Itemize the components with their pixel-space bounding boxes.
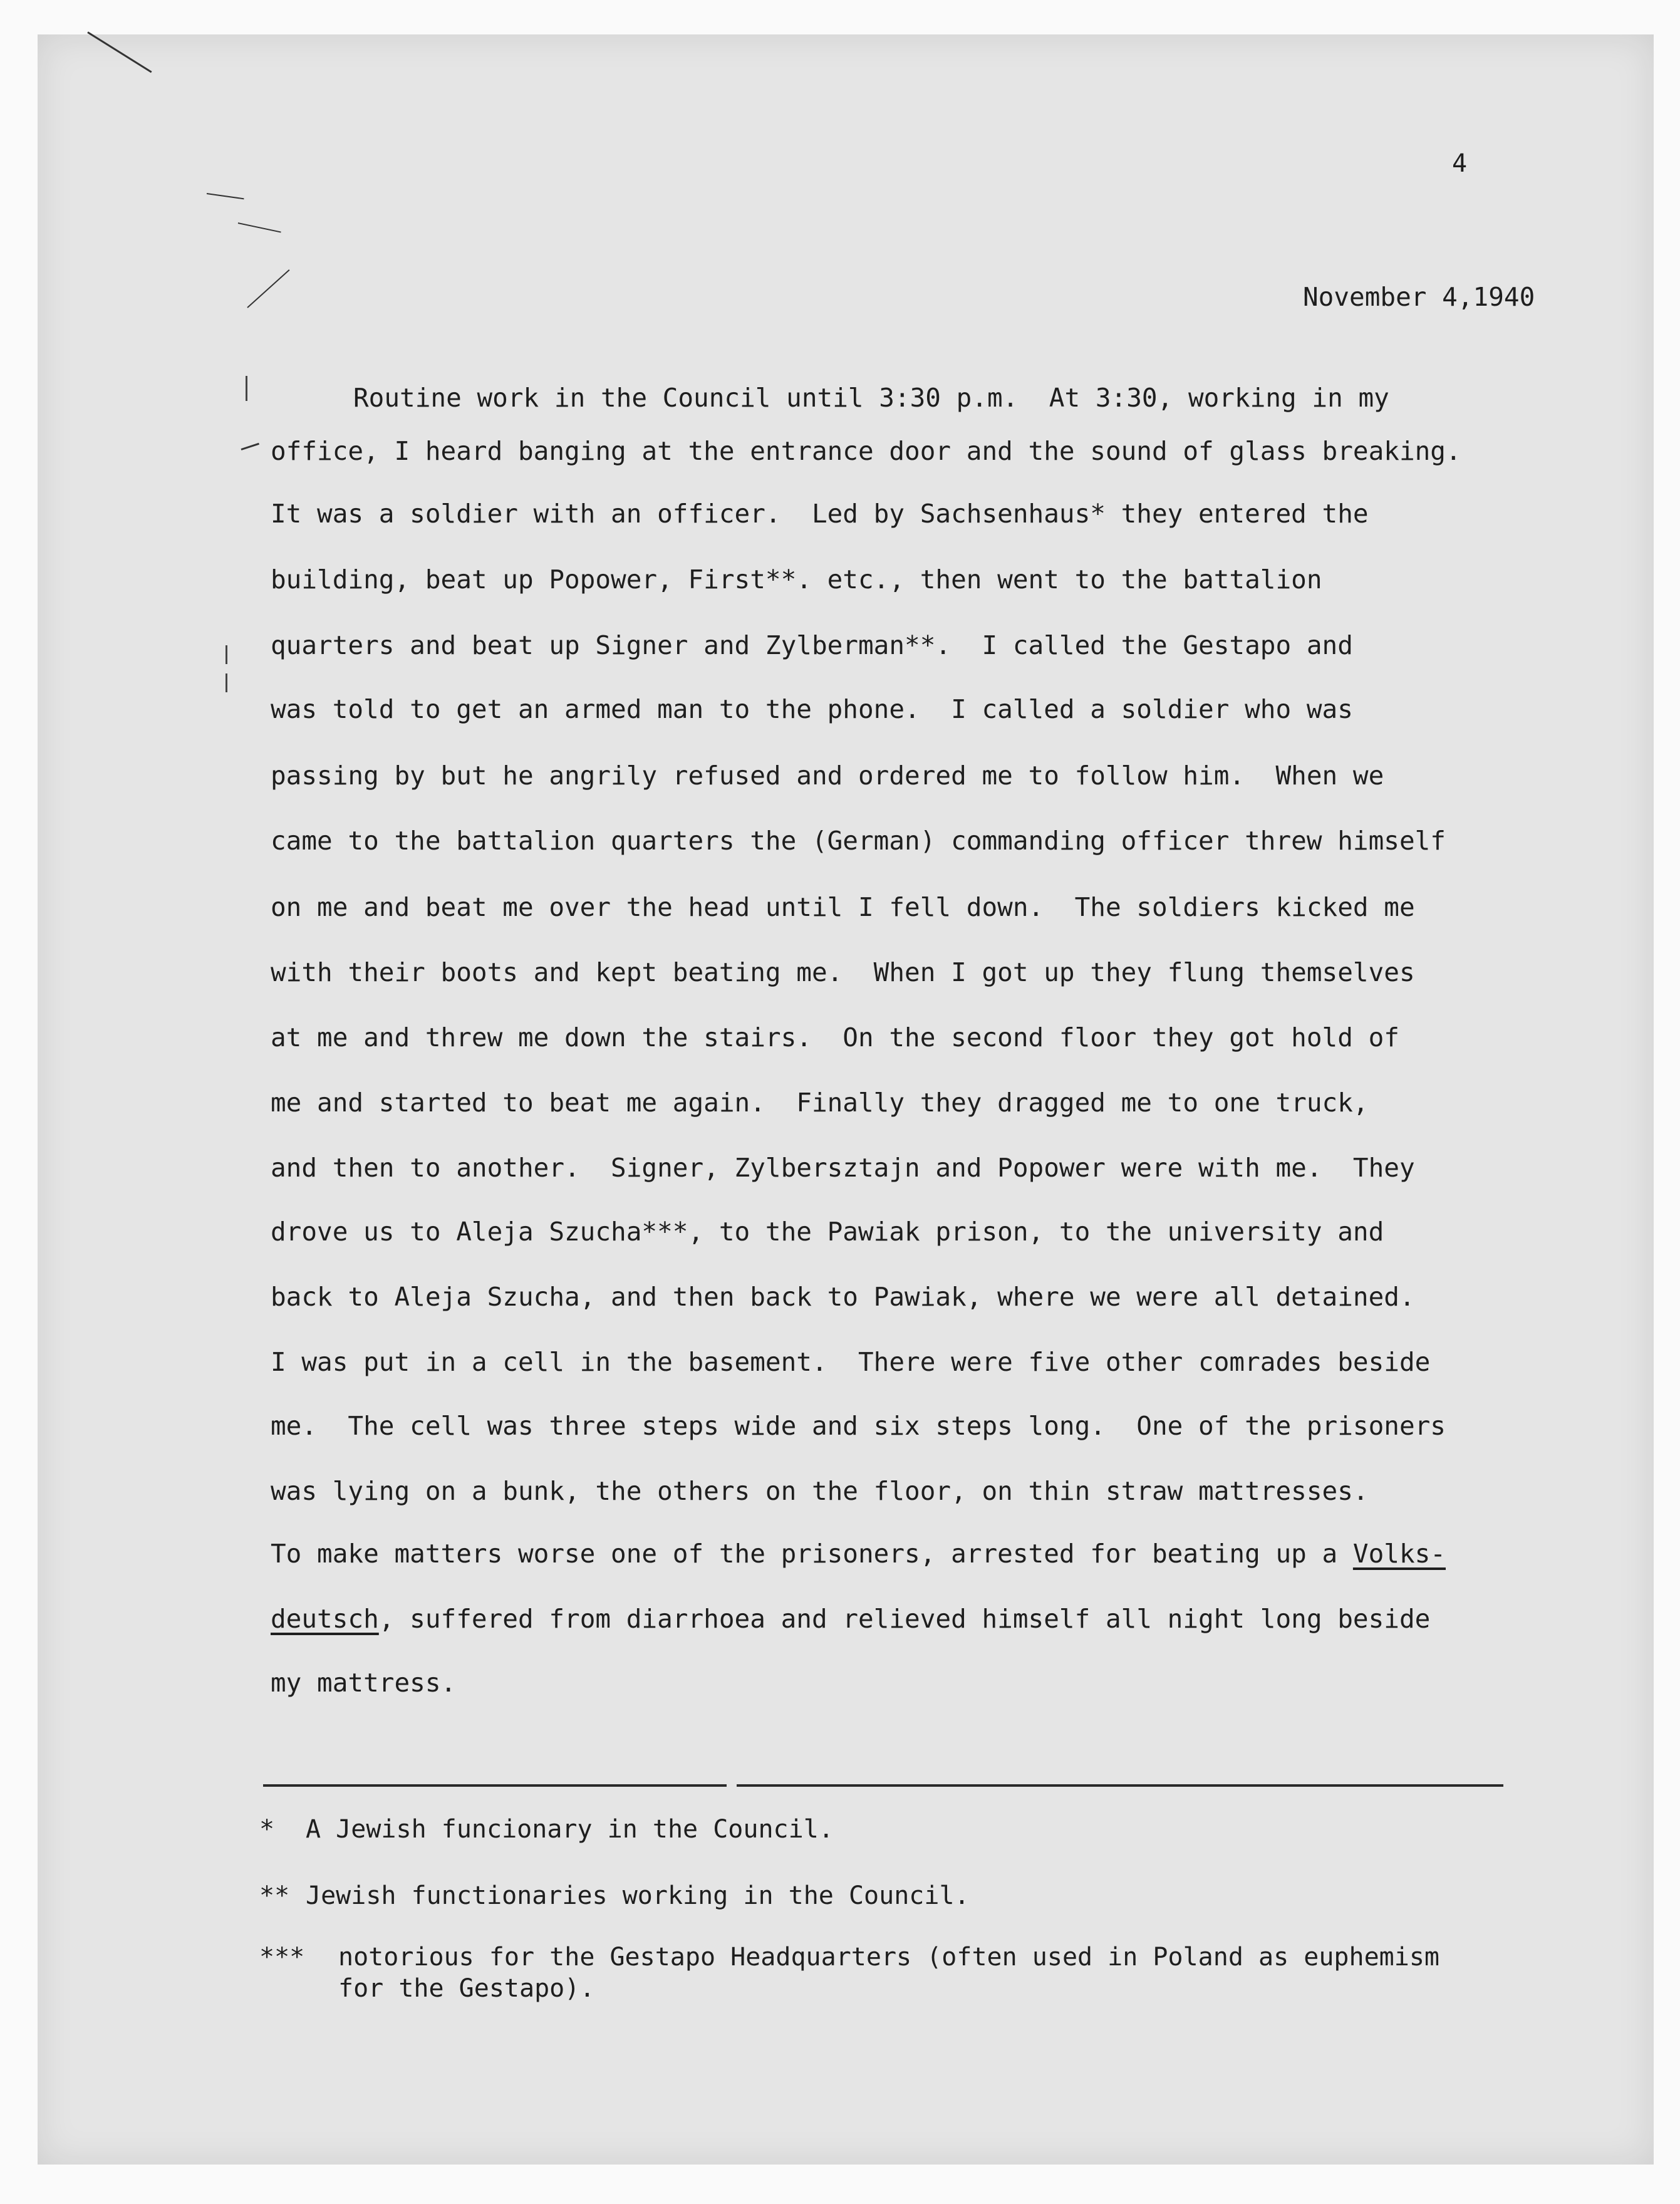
page-number: 4 — [1452, 149, 1468, 178]
pencil-mark — [226, 673, 227, 692]
body-line: back to Aleja Szucha, and then back to Pawiak, where we were all detained. — [271, 1282, 1415, 1312]
body-line: came to the battalion quarters the (German) commanding officer threw himself — [271, 826, 1446, 856]
body-line: building, beat up Popower, First**. etc., then went to the battalion — [271, 564, 1322, 595]
body-line: and then to another. Signer, Zylbersztajn and Popower were with me. They — [271, 1153, 1415, 1183]
document-date: November 4,1940 — [1303, 282, 1535, 312]
body-line: on me and beat me over the head until I fell down. The soldiers kicked me — [271, 892, 1415, 922]
pencil-mark — [246, 376, 247, 401]
footnote-text: notorious for the Gestapo Headquarters (often used in Poland as euphemism — [338, 1943, 1439, 1972]
body-line: was lying on a bunk, the others on the floor, on thin straw mattresses. — [271, 1476, 1369, 1506]
body-line: It was a soldier with an officer. Led by Sachsenhaus* they entered the — [271, 499, 1369, 529]
underlined-word: Volks- — [1352, 1539, 1446, 1569]
underlined-word: deutsch — [271, 1604, 379, 1634]
body-line: office, I heard banging at the entrance door and the sound of glass breaking. — [271, 436, 1461, 466]
divider-gap — [727, 1783, 737, 1788]
body-line: at me and threw me down the stairs. On the second floor they got hold of — [271, 1022, 1399, 1053]
footnote-divider — [263, 1784, 1503, 1787]
body-line: was told to get an armed man to the phone. I called a soldier who was — [271, 694, 1353, 724]
body-line-text: , suffered from diarrhoea and relieved himself all night long beside — [378, 1604, 1431, 1634]
footnote-text: for the Gestapo). — [338, 1974, 595, 2003]
body-line: drove us to Aleja Szucha***, to the Pawiak prison, to the university and — [271, 1217, 1384, 1247]
body-line — [271, 1541, 1446, 1567]
footnote-mark: ** — [259, 1881, 290, 1910]
body-line — [271, 1606, 1430, 1632]
body-line: Routine work in the Council until 3:30 p.m. At 3:30, working in my — [353, 383, 1389, 413]
body-line: me and started to beat me again. Finally they dragged me to one truck, — [271, 1088, 1369, 1118]
body-line: I was put in a cell in the basement. There were five other comrades beside — [271, 1347, 1431, 1377]
footnote-mark: *** — [259, 1943, 305, 1972]
pencil-mark — [226, 645, 227, 664]
body-line: my mattress. — [271, 1668, 457, 1698]
body-line: me. The cell was three steps wide and six steps long. One of the prisoners — [271, 1411, 1446, 1441]
body-line-text: To make matters worse one of the prisoners, arrested for beating up a — [271, 1539, 1353, 1569]
body-line: passing by but he angrily refused and ordered me to follow him. When we — [271, 761, 1384, 791]
body-line: quarters and beat up Signer and Zylberman**. I called the Gestapo and — [271, 630, 1353, 660]
footnote-text: A Jewish funcionary in the Council. — [306, 1815, 834, 1844]
footnote-text: Jewish functionaries working in the Council. — [306, 1881, 970, 1910]
body-line: with their boots and kept beating me. When I got up they flung themselves — [271, 957, 1415, 987]
footnote-mark: * — [259, 1815, 275, 1844]
